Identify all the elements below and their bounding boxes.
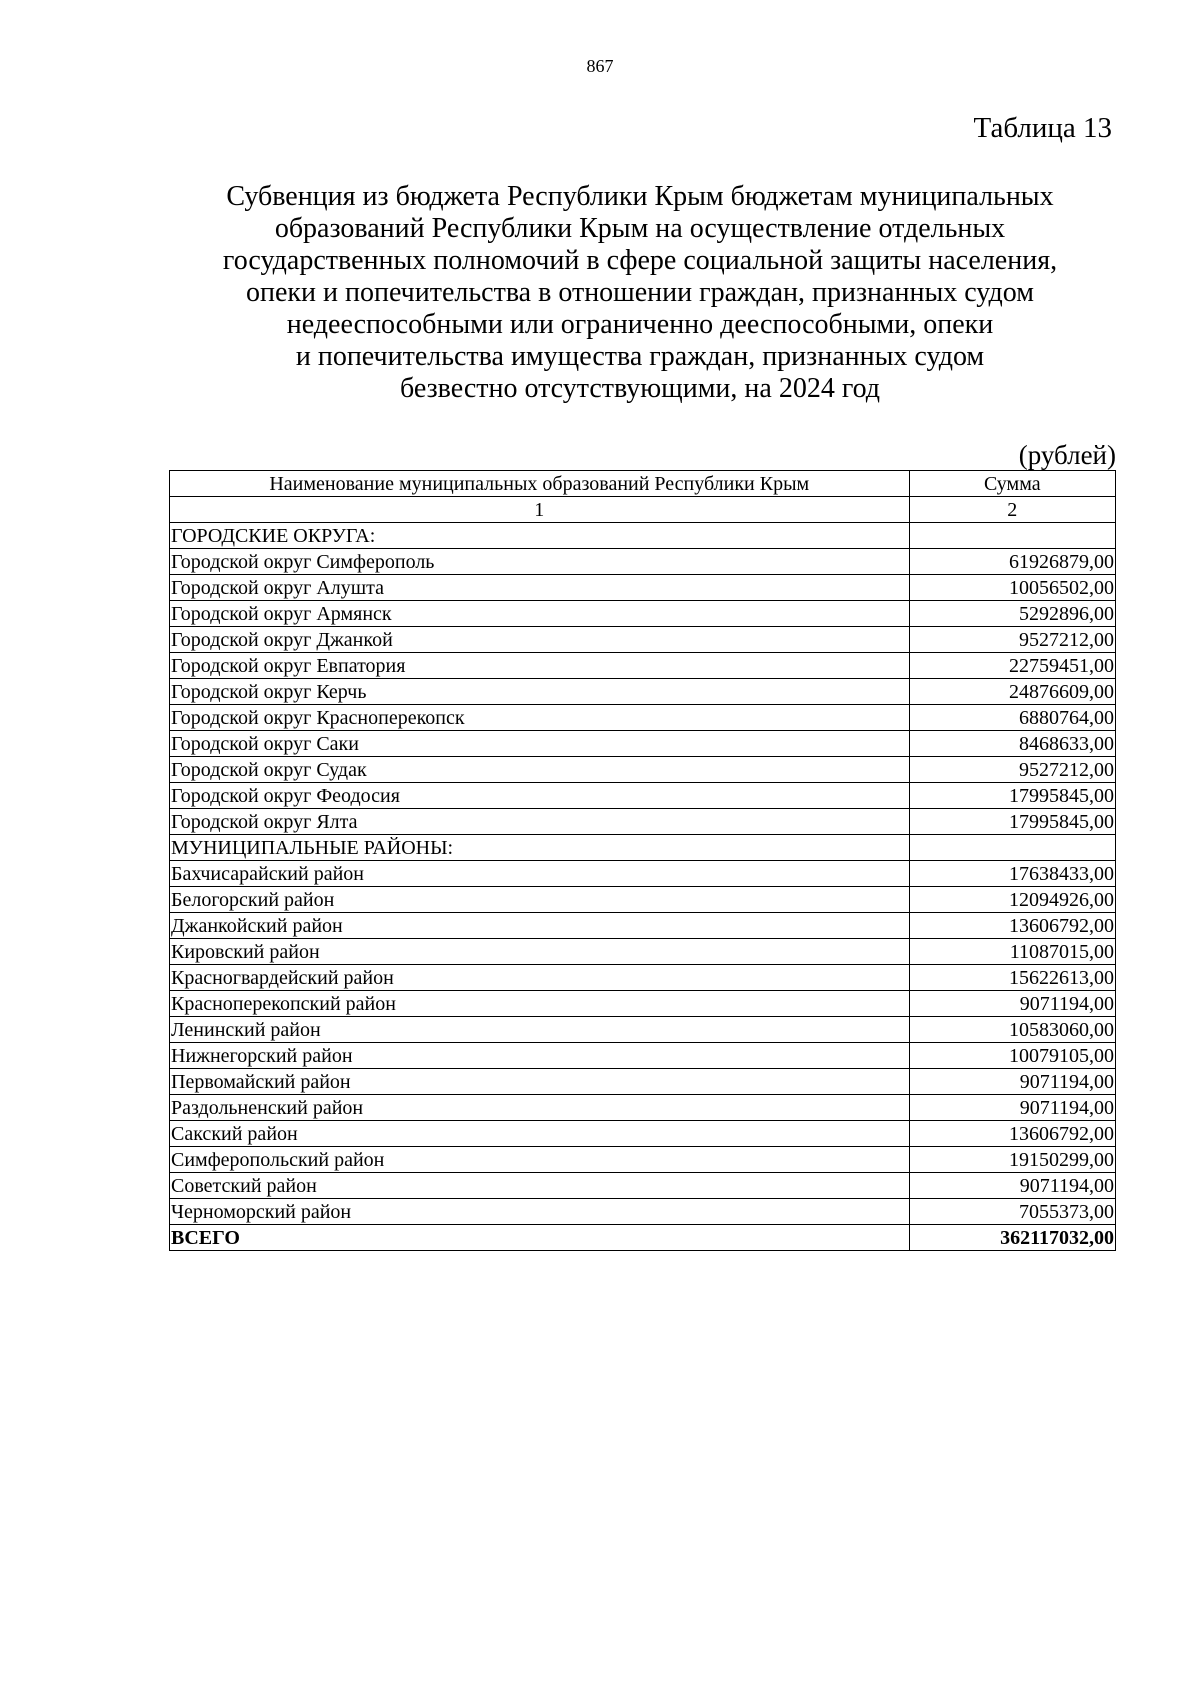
row-name: Первомайский район (170, 1069, 910, 1095)
header-name: Наименование муниципальных образований Республики Крым (170, 471, 910, 497)
unit-label: (рублей) (1018, 440, 1116, 470)
row-amount: 5292896,00 (909, 601, 1115, 627)
table-row (170, 835, 1116, 861)
row-name: ВСЕГО (170, 1225, 910, 1251)
title-line: образований Республики Крым на осуществление отдельных (274, 213, 1006, 244)
table-row (170, 549, 1116, 575)
row-name: Городской округ Ялта (170, 809, 910, 835)
table-row (170, 1199, 1116, 1225)
header-row (170, 471, 1116, 497)
row-amount: 17995845,00 (909, 783, 1115, 809)
table-row (170, 601, 1116, 627)
row-name: Джанкойский район (170, 913, 910, 939)
row-amount: 362117032,00 (909, 1225, 1115, 1251)
row-name: МУНИЦИПАЛЬНЫЕ РАЙОНЫ: (170, 835, 910, 861)
table-row (170, 731, 1116, 757)
row-amount: 10583060,00 (909, 1017, 1115, 1043)
title-line: государственных полномочий в сфере социальной защиты населения, (222, 245, 1058, 276)
title-line: Субвенция из бюджета Республики Крым бюджетам муниципальных (226, 181, 1054, 212)
table-row (170, 913, 1116, 939)
table-row (170, 653, 1116, 679)
row-amount (909, 835, 1115, 861)
row-amount: 9071194,00 (909, 991, 1115, 1017)
table-row (170, 991, 1116, 1017)
document-title (170, 181, 1110, 405)
table-row (170, 783, 1116, 809)
row-amount: 7055373,00 (909, 1199, 1115, 1225)
row-name: Бахчисарайский район (170, 861, 910, 887)
table-row (170, 965, 1116, 991)
row-name: Городской округ Евпатория (170, 653, 910, 679)
row-name: Ленинский район (170, 1017, 910, 1043)
table-row (170, 861, 1116, 887)
row-amount: 22759451,00 (909, 653, 1115, 679)
row-name: Симферопольский район (170, 1147, 910, 1173)
table-row (170, 809, 1116, 835)
page-number: 867 (586, 56, 614, 76)
table-label: Таблица 13 (973, 112, 1112, 144)
row-amount (909, 523, 1115, 549)
title-line: и попечительства имущества граждан, признанных судом (295, 341, 985, 372)
title-line: опеки и попечительства в отношении граждан, признанных судом (246, 277, 1034, 308)
table-row (170, 1043, 1116, 1069)
row-name: Нижнегорский район (170, 1043, 910, 1069)
row-name: Городской округ Симферополь (170, 549, 910, 575)
row-name: Городской округ Армянск (170, 601, 910, 627)
row-amount: 8468633,00 (909, 731, 1115, 757)
row-name: Черноморский район (170, 1199, 910, 1225)
row-amount: 13606792,00 (909, 913, 1115, 939)
row-amount: 6880764,00 (909, 705, 1115, 731)
title-line: безвестно отсутствующими, на 2024 год (399, 373, 881, 404)
column-number-row (170, 497, 1116, 523)
row-name: Советский район (170, 1173, 910, 1199)
table-row (170, 1173, 1116, 1199)
row-amount: 9071194,00 (909, 1095, 1115, 1121)
row-amount: 10056502,00 (909, 575, 1115, 601)
row-amount: 61926879,00 (909, 549, 1115, 575)
table-row (170, 627, 1116, 653)
table-row (170, 1147, 1116, 1173)
row-amount: 17638433,00 (909, 861, 1115, 887)
table-row (170, 1121, 1116, 1147)
row-name: Городской округ Феодосия (170, 783, 910, 809)
row-name: Городской округ Алушта (170, 575, 910, 601)
table-row (170, 575, 1116, 601)
total-row (170, 1225, 1116, 1251)
row-amount: 15622613,00 (909, 965, 1115, 991)
table-row (170, 887, 1116, 913)
row-name: Городской округ Судак (170, 757, 910, 783)
column-number-2: 2 (909, 497, 1115, 523)
column-number-1: 1 (170, 497, 910, 523)
row-amount: 9071194,00 (909, 1173, 1115, 1199)
table-row (170, 1069, 1116, 1095)
row-name: Раздольненский район (170, 1095, 910, 1121)
table-row (170, 1095, 1116, 1121)
row-name: Сакский район (170, 1121, 910, 1147)
row-name: ГОРОДСКИЕ ОКРУГА: (170, 523, 910, 549)
table-row (170, 757, 1116, 783)
row-name: Городской округ Саки (170, 731, 910, 757)
row-name: Городской округ Керчь (170, 679, 910, 705)
row-amount: 9527212,00 (909, 757, 1115, 783)
header-amount: Сумма (909, 471, 1115, 497)
row-amount: 24876609,00 (909, 679, 1115, 705)
subvention-table (169, 470, 1116, 1251)
row-amount: 13606792,00 (909, 1121, 1115, 1147)
row-amount: 9527212,00 (909, 627, 1115, 653)
row-name: Городской округ Джанкой (170, 627, 910, 653)
row-amount: 17995845,00 (909, 809, 1115, 835)
row-amount: 11087015,00 (909, 939, 1115, 965)
row-amount: 12094926,00 (909, 887, 1115, 913)
table-row (170, 939, 1116, 965)
row-amount: 19150299,00 (909, 1147, 1115, 1173)
row-name: Красноперекопский район (170, 991, 910, 1017)
row-amount: 9071194,00 (909, 1069, 1115, 1095)
row-name: Городской округ Красноперекопск (170, 705, 910, 731)
row-name: Кировский район (170, 939, 910, 965)
row-name: Белогорский район (170, 887, 910, 913)
table-row (170, 523, 1116, 549)
table-row (170, 705, 1116, 731)
row-amount: 10079105,00 (909, 1043, 1115, 1069)
table-row (170, 679, 1116, 705)
row-name: Красногвардейский район (170, 965, 910, 991)
table-row (170, 1017, 1116, 1043)
title-line: недееспособными или ограниченно дееспособными, опеки (286, 309, 994, 340)
